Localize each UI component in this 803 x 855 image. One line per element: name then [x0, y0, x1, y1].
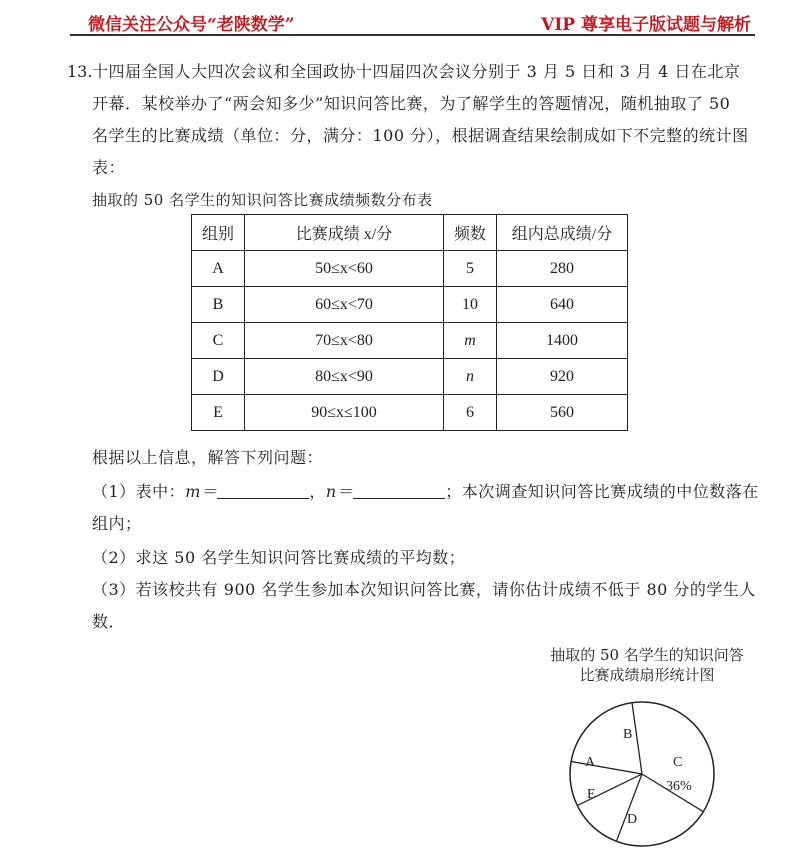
- pie-label-c-percent: 36%: [666, 779, 692, 794]
- header-vip-note: VIP 尊享电子版试题与解析: [541, 15, 751, 35]
- question-number: 13.: [67, 62, 93, 81]
- header-group: 组别: [192, 215, 245, 251]
- pie-label-c: C: [673, 755, 683, 770]
- part-1: [92, 476, 760, 508]
- answer-blank-n[interactable]: [353, 482, 445, 499]
- cell-group-total: 280: [497, 251, 628, 287]
- answer-blank-m[interactable]: [217, 482, 309, 499]
- pie-label-e: E: [587, 787, 596, 802]
- cell-score-range: 60≤x<70: [245, 287, 444, 323]
- table-header-row: [192, 215, 628, 251]
- question-intro-line-2: 开幕．某校举办了“两会知多少”知识问答比赛，为了解学生的答题情况，随机抽取了 50: [92, 94, 731, 113]
- cell-score-range: 90≤x≤100: [245, 395, 444, 431]
- table-row: [192, 323, 628, 359]
- pie-chart: [560, 700, 730, 855]
- table-row: [192, 395, 628, 431]
- question-intro-line-4: 表：: [92, 158, 126, 177]
- cell-score-range: 70≤x<80: [245, 323, 444, 359]
- pie-label-d: D: [627, 812, 638, 827]
- question-intro-line-3: 名学生的比赛成绩（单位：分，满分：100 分），根据调查结果绘制成如下不完整的统计图: [92, 126, 749, 145]
- var-m-label: m＝: [185, 482, 218, 501]
- question-intro-line-1: 十四届全国人大四次会议和全国政协十四届四次会议分别于 3 月 5 日和 3 月 4 日在北京: [92, 62, 741, 81]
- table-row: [192, 359, 628, 395]
- header-divider: [70, 34, 755, 36]
- cell-group: C: [192, 323, 245, 359]
- part-3-line-2: 数．: [92, 612, 126, 631]
- table-caption: 抽取的 50 名学生的知识问答比赛成绩频数分布表: [92, 191, 433, 209]
- cell-group: E: [192, 395, 245, 431]
- part-2: （2）求这 50 名学生知识问答比赛成绩的平均数；: [92, 548, 466, 567]
- part-1-median-text: ；本次调查知识问答比赛成绩的中位数落在: [445, 482, 759, 501]
- var-n-label: n＝: [325, 482, 354, 501]
- cell-group: B: [192, 287, 245, 323]
- part-1-continued: 组内；: [92, 514, 142, 533]
- cell-frequency: m: [444, 323, 497, 359]
- part-1-comma: ，: [309, 482, 326, 501]
- cell-score-range: 50≤x<60: [245, 251, 444, 287]
- cell-frequency: n: [444, 359, 497, 395]
- page-header: [0, 0, 803, 36]
- header-score: 比赛成绩 x/分: [245, 215, 444, 251]
- frequency-table: [191, 214, 628, 431]
- pie-chart-title: [540, 645, 754, 685]
- pie-slice-boundary: [571, 762, 642, 775]
- pie-title-line-2: 比赛成绩扇形统计图: [579, 666, 715, 684]
- cell-group-total: 640: [497, 287, 628, 323]
- pie-slice-boundary: [632, 703, 642, 774]
- pie-title-line-1: 抽取的 50 名学生的知识问答: [550, 646, 744, 664]
- table-row: [192, 287, 628, 323]
- cell-frequency: 10: [444, 287, 497, 323]
- cell-group-total: 1400: [497, 323, 628, 359]
- cell-group: D: [192, 359, 245, 395]
- pie-label-a: A: [585, 755, 596, 770]
- header-group-total: 组内总成绩/分: [497, 215, 628, 251]
- cell-frequency: 5: [444, 251, 497, 287]
- part-3-line-1: （3）若该校共有 900 名学生参加本次知识问答比赛，请你估计成绩不低于 80 分的学生人: [92, 580, 756, 599]
- pie-label-b: B: [623, 727, 633, 742]
- cell-group-total: 560: [497, 395, 628, 431]
- cell-frequency: 6: [444, 395, 497, 431]
- header-frequency: 频数: [444, 215, 497, 251]
- header-wechat-note: 微信关注公众号“老陕数学”: [88, 15, 295, 35]
- table-row: [192, 251, 628, 287]
- cell-score-range: 80≤x<90: [245, 359, 444, 395]
- answer-prompt: 根据以上信息，解答下列问题：: [92, 448, 324, 467]
- cell-group: A: [192, 251, 245, 287]
- cell-group-total: 920: [497, 359, 628, 395]
- part-1-label: （1）表中：: [92, 482, 186, 501]
